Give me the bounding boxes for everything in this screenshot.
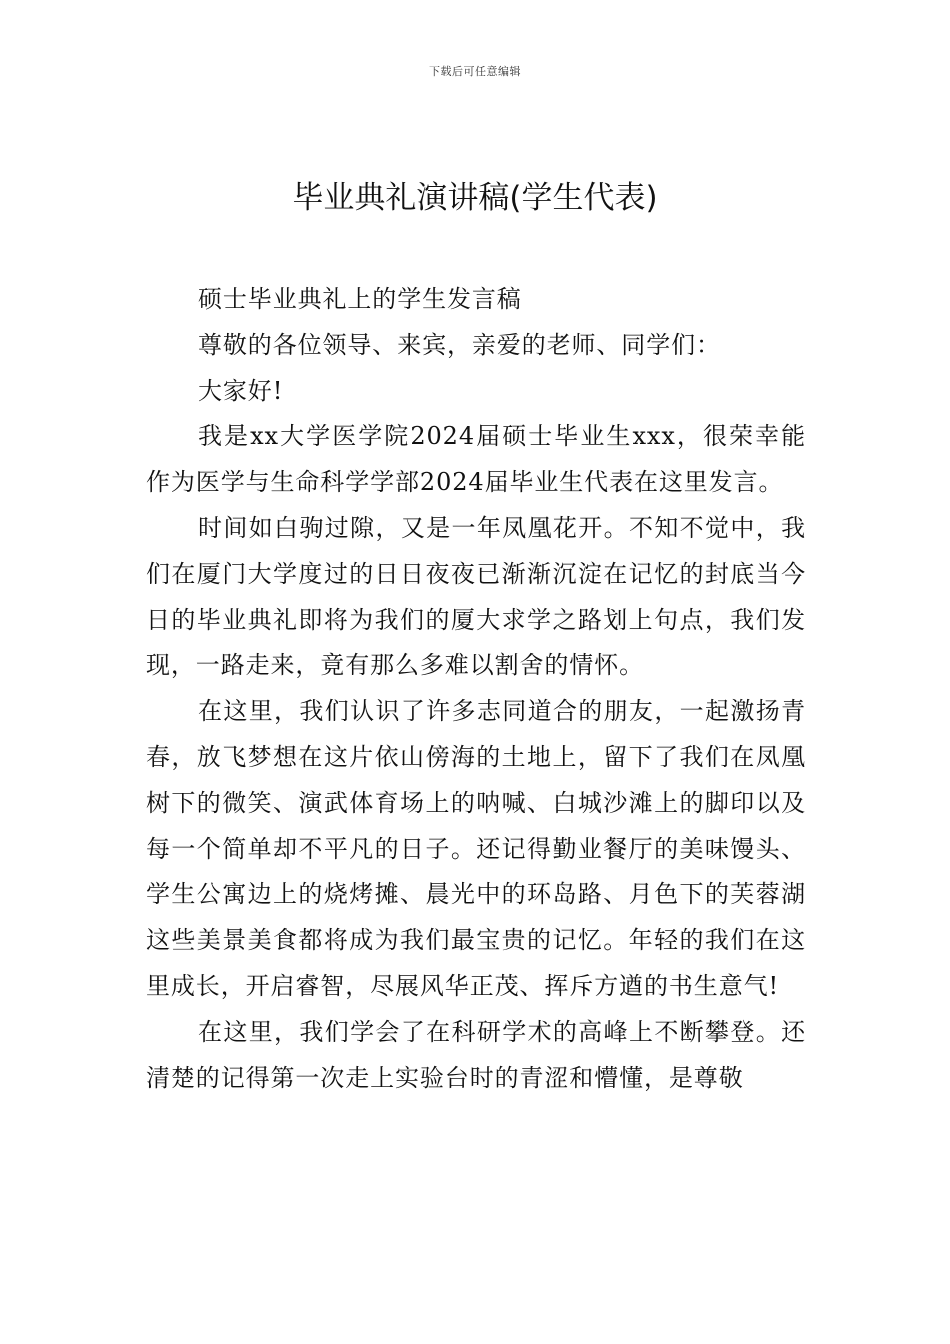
body-paragraph: 时间如白驹过隙，又是一年凤凰花开。不知不觉中，我们在厦门大学度过的日日夜夜已渐渐沉淀在记忆的封底当今日的毕业典礼即将为我们的厦大求学之路划上句点，我们发现，一路走来，竟有那么多难以割舍的情怀。 bbox=[146, 513, 806, 680]
salutation-paragraph: 尊敬的各位领导、来宾，亲爱的老师、同学们： bbox=[198, 330, 721, 359]
document-body bbox=[146, 277, 806, 1101]
page-header-note: 下载后可任意编辑 bbox=[429, 65, 521, 78]
intro-paragraph: 我是xx大学医学院2024届硕士毕业生xxx，很荣幸能作为医学与生命科学学部2024届毕业生代表在这里发言。 bbox=[146, 422, 806, 497]
body-paragraph: 在这里，我们认识了许多志同道合的朋友，一起激扬青春，放飞梦想在这片依山傍海的土地上，留下了我们在凤凰树下的微笑、演武体育场上的呐喊、白城沙滩上的脚印以及每一个简单却不平凡的日子。还记得勤业餐厅的美味馒头、学生公寓边上的烧烤摊、晨光中的环岛路、月色下的芙蓉湖这些美景美食都将成为我们最宝贵的记忆。年轻的我们在这里成长，开启睿智，尽展风华正茂、挥斥方遒的书生意气! bbox=[146, 697, 806, 1000]
greeting-paragraph: 大家好! bbox=[198, 376, 284, 405]
body-paragraph: 在这里，我们学会了在科研学术的高峰上不断攀登。还清楚的记得第一次走上实验台时的青涩和懵懂，是尊敬 bbox=[146, 1017, 806, 1092]
document-title: 毕业典礼演讲稿(学生代表) bbox=[292, 180, 658, 216]
subtitle-paragraph: 硕士毕业典礼上的学生发言稿 bbox=[198, 285, 522, 313]
